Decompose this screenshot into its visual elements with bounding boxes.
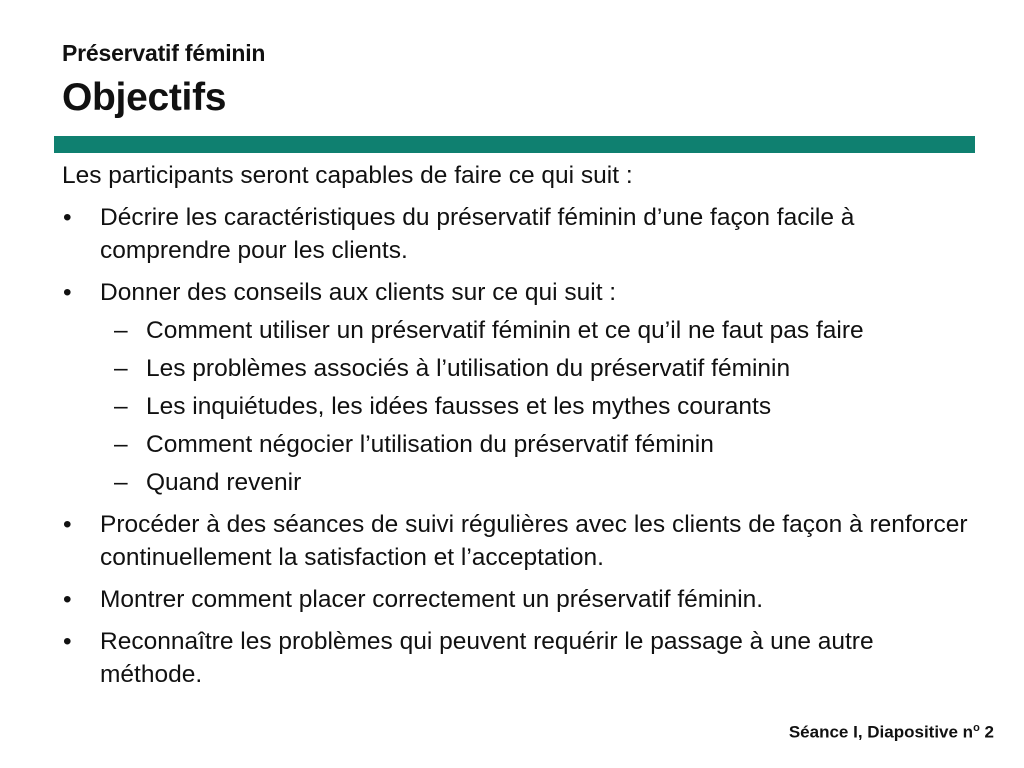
title-divider <box>54 136 975 153</box>
bullet-text: Reconnaître les problèmes qui peuvent requérir le passage à une autre méthode. <box>100 628 874 688</box>
sub-bullet-text: Les inquiétudes, les idées fausses et les mythes courants <box>146 393 772 420</box>
dash-mark: – <box>114 393 128 420</box>
bullet-item <box>62 201 972 267</box>
dash-mark: – <box>114 469 128 496</box>
dash-mark: – <box>114 355 128 382</box>
bullet-mark: • <box>63 628 72 655</box>
slide-number: 2 <box>979 722 994 742</box>
bullet-item <box>62 583 972 616</box>
slide-title: Objectifs <box>62 76 227 119</box>
bullet-mark: • <box>63 586 72 613</box>
slide-body <box>62 159 972 691</box>
sub-bullet-item <box>100 466 972 499</box>
bullet-text: Décrire les caractéristiques du préservatif féminin d’une façon facile à comprendre pour les clients. <box>100 204 855 264</box>
sub-bullet-item <box>100 352 972 385</box>
sub-bullet-text: Quand revenir <box>146 469 302 496</box>
bullet-text: Montrer comment placer correctement un préservatif féminin. <box>100 586 764 613</box>
bullet-text: Procéder à des séances de suivi régulières avec les clients de façon à renforcer continuellement la satisfaction et l’acceptation. <box>100 511 968 571</box>
sub-bullet-text: Comment utiliser un préservatif féminin et ce qu’il ne faut pas faire <box>146 317 864 344</box>
footer-label: Séance I, Diapositive n <box>788 722 974 742</box>
dash-mark: – <box>114 431 128 458</box>
sub-bullet-text: Les problèmes associés à l’utilisation du préservatif féminin <box>146 355 791 382</box>
bullet-item <box>62 276 972 499</box>
sub-bullet-item <box>100 314 972 347</box>
sub-bullet-text: Comment négocier l’utilisation du préservatif féminin <box>146 431 714 458</box>
bullet-item <box>62 508 972 574</box>
bullet-mark: • <box>63 204 72 231</box>
bullet-item <box>62 625 972 691</box>
sub-bullet-list <box>100 314 972 499</box>
dash-mark: – <box>114 317 128 344</box>
bullet-text: Donner des conseils aux clients sur ce qui suit : <box>100 279 617 306</box>
sub-bullet-item <box>100 428 972 461</box>
slide-subtitle: Préservatif féminin <box>62 40 266 66</box>
bullet-mark: • <box>63 279 72 306</box>
slide-footer <box>789 722 994 743</box>
footer-superscript: o <box>973 722 980 734</box>
bullet-list <box>62 201 972 691</box>
bullet-mark: • <box>63 511 72 538</box>
intro-text: Les participants seront capables de faire ce qui suit : <box>62 162 633 189</box>
sub-bullet-item <box>100 390 972 423</box>
